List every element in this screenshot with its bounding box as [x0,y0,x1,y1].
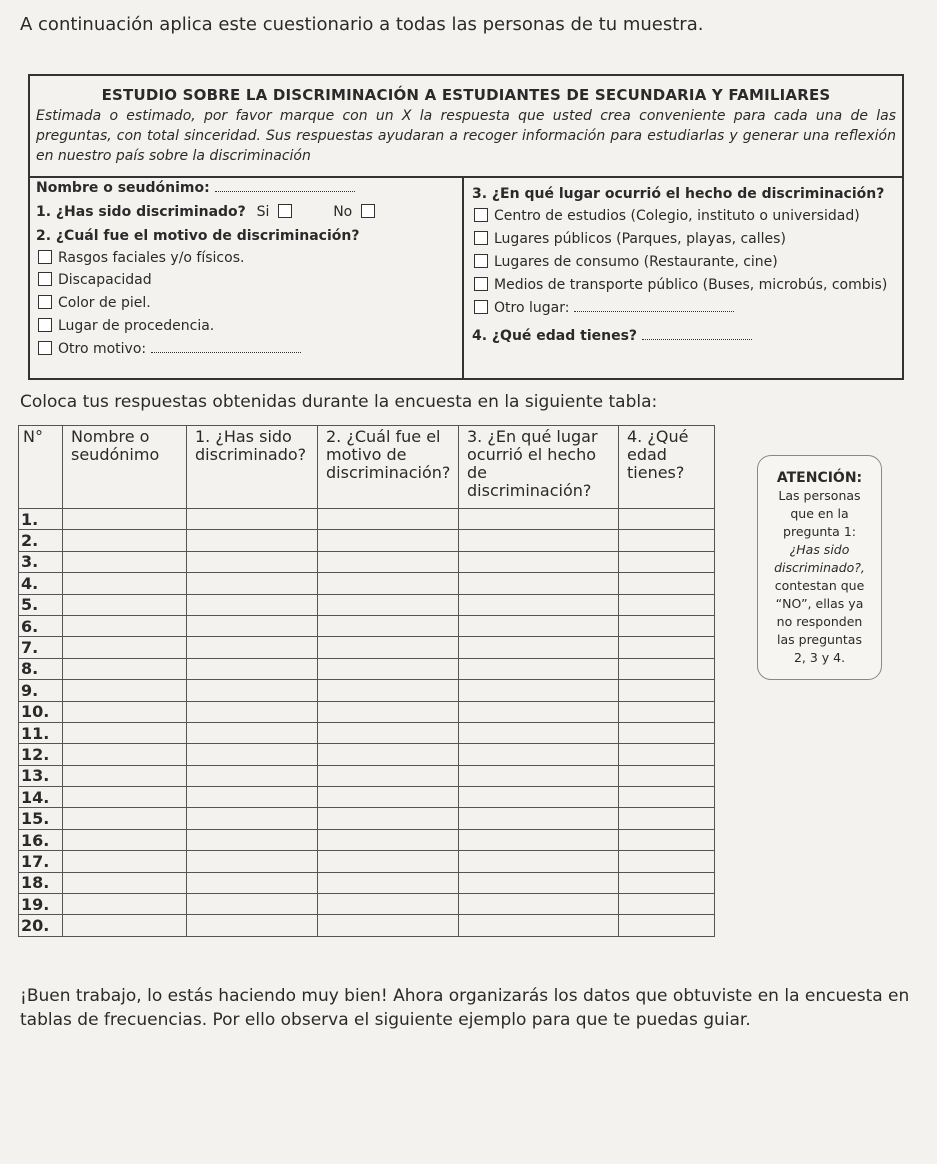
cell-q4[interactable] [619,680,715,701]
cell-q1[interactable] [187,894,318,915]
attention-line: “NO”, ellas ya [775,596,864,611]
cell-q4[interactable] [619,744,715,765]
cell-q4[interactable] [619,872,715,893]
table-intro: Coloca tus respuestas obtenidas durante la encuesta en la siguiente tabla: [20,392,658,412]
q4-row [472,328,752,344]
cell-name[interactable] [63,829,187,850]
q1-label: 1. ¿Has sido discriminado? [36,204,246,220]
cell-q3[interactable] [459,765,619,786]
q2-option [38,341,301,357]
cell-q1[interactable] [187,915,318,936]
q1-yes-checkbox[interactable] [278,204,292,218]
cell-q3[interactable] [459,872,619,893]
cell-q2[interactable] [318,894,459,915]
cell-q2[interactable] [318,509,459,530]
attention-line: contestan que [774,578,865,593]
row-number: 12. [19,744,63,765]
q3-option-label: Centro de estudios (Colegio, instituto o universidad) [494,208,860,224]
cell-q1[interactable] [187,594,318,615]
other-reason-blank[interactable] [151,352,301,353]
table-row [19,615,715,636]
age-blank[interactable] [642,339,752,340]
q2-option [38,272,152,288]
table-row [19,829,715,850]
row-number: 6. [19,615,63,636]
row-number: 16. [19,829,63,850]
cell-q4[interactable] [619,530,715,551]
table-row [19,851,715,872]
cell-q2[interactable] [318,637,459,658]
row-number: 7. [19,637,63,658]
closing-text: ¡Buen trabajo, lo estás haciendo muy bien! Ahora organizarás los datos que obtuviste en la encuesta en tablas de frecuencias. Por ello observa el siguiente ejemplo para que te puedas guiar. [20,986,910,1030]
divider [462,176,464,378]
cell-name[interactable] [63,872,187,893]
q3-option [474,208,860,224]
q2-checkbox[interactable] [38,250,52,264]
col-header-name: Nombre o seudónimo [63,426,187,509]
row-number: 13. [19,765,63,786]
q2-label: 2. ¿Cuál fue el motivo de discriminación? [36,228,360,244]
questionnaire-instructions: Estimada o estimado, por favor marque con un X la respuesta que usted crea conveniente para cada una de las preguntas, con total sinceridad. Sus respuestas ayudaran a recoger información para estudiarlas y generar una reflexión en nuestro país sobre la discriminación [36,108,896,164]
q1-row [36,204,381,220]
cell-q1[interactable] [187,658,318,679]
row-number: 1. [19,509,63,530]
cell-q3[interactable] [459,658,619,679]
q2-option-label: Discapacidad [58,272,152,288]
attention-line: 2, 3 y 4. [793,650,846,665]
table-row [19,722,715,743]
cell-name[interactable] [63,851,187,872]
row-number: 20. [19,915,63,936]
row-number: 14. [19,787,63,808]
cell-q1[interactable] [187,872,318,893]
cell-q3[interactable] [459,509,619,530]
q2-checkbox[interactable] [38,341,52,355]
row-number: 3. [19,551,63,572]
table-row [19,509,715,530]
cell-q2[interactable] [318,787,459,808]
cell-q1[interactable] [187,851,318,872]
attention-title: ATENCIÓN: [776,470,863,486]
attention-line: las preguntas [777,632,862,647]
q3-checkbox[interactable] [474,231,488,245]
cell-q3[interactable] [459,894,619,915]
questionnaire-title: ESTUDIO SOBRE LA DISCRIMINACIÓN A ESTUDIANTES DE SECUNDARIA Y FAMILIARES [101,86,831,104]
cell-q3[interactable] [459,637,619,658]
cell-name[interactable] [63,680,187,701]
q3-option-label: Lugares públicos (Parques, playas, calles) [494,231,786,247]
cell-q4[interactable] [619,551,715,572]
name-label: Nombre o seudónimo: [36,180,210,196]
cell-q4[interactable] [619,808,715,829]
cell-name[interactable] [63,744,187,765]
row-number: 11. [19,722,63,743]
table-row [19,680,715,701]
q2-checkbox[interactable] [38,318,52,332]
cell-name[interactable] [63,658,187,679]
cell-q4[interactable] [619,722,715,743]
cell-q1[interactable] [187,765,318,786]
cell-name[interactable] [63,573,187,594]
q3-option [474,254,778,270]
cell-q3[interactable] [459,808,619,829]
cell-q2[interactable] [318,722,459,743]
row-number: 15. [19,808,63,829]
cell-q4[interactable] [619,851,715,872]
cell-name[interactable] [63,894,187,915]
name-blank[interactable] [215,191,355,192]
cell-q4[interactable] [619,701,715,722]
cell-q3[interactable] [459,787,619,808]
cell-name[interactable] [63,594,187,615]
q3-checkbox[interactable] [474,208,488,222]
attention-line: no responden [776,614,863,629]
cell-q3[interactable] [459,530,619,551]
cell-q1[interactable] [187,551,318,572]
q3-option-label: Otro lugar: [494,300,570,316]
cell-q1[interactable] [187,509,318,530]
q2-option-label: Otro motivo: [58,341,147,357]
cell-q2[interactable] [318,872,459,893]
table-row [19,915,715,936]
cell-q2[interactable] [318,680,459,701]
cell-name[interactable] [63,551,187,572]
row-number: 17. [19,851,63,872]
cell-q3[interactable] [459,744,619,765]
cell-q2[interactable] [318,615,459,636]
q2-option-label: Color de piel. [58,295,151,311]
cell-q3[interactable] [459,701,619,722]
row-number: 18. [19,872,63,893]
cell-q3[interactable] [459,829,619,850]
cell-q2[interactable] [318,765,459,786]
cell-q4[interactable] [619,509,715,530]
cell-q1[interactable] [187,530,318,551]
table-row [19,530,715,551]
col-header-q1: 1. ¿Has sido discriminado? [187,426,318,509]
cell-q4[interactable] [619,658,715,679]
name-field [36,180,355,196]
row-number: 2. [19,530,63,551]
cell-q2[interactable] [318,573,459,594]
row-number: 10. [19,701,63,722]
attention-line: pregunta 1: [783,524,856,539]
cell-q2[interactable] [318,551,459,572]
table-row [19,551,715,572]
cell-name[interactable] [63,530,187,551]
cell-q2[interactable] [318,658,459,679]
cell-q1[interactable] [187,680,318,701]
cell-q4[interactable] [619,765,715,786]
cell-q2[interactable] [318,530,459,551]
intro-text: A continuación aplica este cuestionario a todas las personas de tu muestra. [20,14,704,35]
q2-option-label: Rasgos faciales y/o físicos. [58,250,245,266]
other-place-blank[interactable] [574,311,734,312]
q3-option-label: Medios de transporte público (Buses, microbús, combis) [494,277,888,293]
cell-name[interactable] [63,808,187,829]
answers-table [18,425,715,937]
cell-q3[interactable] [459,851,619,872]
cell-name[interactable] [63,722,187,743]
table-row [19,658,715,679]
q4-label: 4. ¿Qué edad tienes? [472,328,638,344]
cell-q3[interactable] [459,573,619,594]
attention-line: discriminado?, [774,560,865,575]
cell-name[interactable] [63,915,187,936]
row-number: 19. [19,894,63,915]
q2-option [38,295,151,311]
cell-q1[interactable] [187,744,318,765]
table-row [19,744,715,765]
col-header-q2: 2. ¿Cuál fue el motivo de discriminación? [318,426,459,509]
cell-q4[interactable] [619,594,715,615]
table-row [19,573,715,594]
row-number: 4. [19,573,63,594]
cell-q1[interactable] [187,787,318,808]
cell-q2[interactable] [318,915,459,936]
cell-name[interactable] [63,615,187,636]
table-header-row [19,426,715,509]
table-row [19,701,715,722]
table-row [19,872,715,893]
cell-q1[interactable] [187,829,318,850]
cell-q4[interactable] [619,915,715,936]
cell-q1[interactable] [187,808,318,829]
divider [30,176,902,178]
cell-q4[interactable] [619,573,715,594]
cell-name[interactable] [63,637,187,658]
q2-checkbox[interactable] [38,272,52,286]
row-number: 5. [19,594,63,615]
cell-name[interactable] [63,787,187,808]
attention-line: Las personas [778,488,861,503]
col-header-number: N° [19,426,63,509]
q2-checkbox[interactable] [38,295,52,309]
col-header-q3: 3. ¿En qué lugar ocurrió el hecho de discriminación? [459,426,619,509]
cell-q2[interactable] [318,851,459,872]
q3-label: 3. ¿En qué lugar ocurrió el hecho de discriminación? [472,186,885,202]
attention-line: ¿Has sido [789,542,850,557]
q2-option [38,318,214,334]
cell-q3[interactable] [459,680,619,701]
cell-q1[interactable] [187,701,318,722]
q2-option [38,250,244,266]
cell-q1[interactable] [187,615,318,636]
table-row [19,637,715,658]
q3-option [474,300,734,316]
cell-q2[interactable] [318,594,459,615]
q2-option-label: Lugar de procedencia. [58,318,215,334]
q1-no-checkbox[interactable] [361,204,375,218]
q3-option-label: Lugares de consumo (Restaurante, cine) [494,254,778,270]
cell-q4[interactable] [619,829,715,850]
cell-q3[interactable] [459,551,619,572]
cell-q2[interactable] [318,829,459,850]
questionnaire-box [28,74,904,380]
table-row [19,894,715,915]
cell-q4[interactable] [619,637,715,658]
cell-name[interactable] [63,701,187,722]
cell-q1[interactable] [187,722,318,743]
attention-line: que en la [790,506,849,521]
cell-q4[interactable] [619,787,715,808]
cell-q3[interactable] [459,722,619,743]
cell-q3[interactable] [459,615,619,636]
q3-option [474,277,887,293]
cell-q4[interactable] [619,615,715,636]
q3-checkbox[interactable] [474,300,488,314]
table-row [19,808,715,829]
table-row [19,594,715,615]
cell-q3[interactable] [459,915,619,936]
cell-q1[interactable] [187,573,318,594]
table-row [19,787,715,808]
cell-q2[interactable] [318,744,459,765]
table-row [19,765,715,786]
cell-q2[interactable] [318,808,459,829]
cell-name[interactable] [63,765,187,786]
row-number: 9. [19,680,63,701]
cell-name[interactable] [63,509,187,530]
q1-yes-label: Si [256,204,270,220]
row-number: 8. [19,658,63,679]
q3-option [474,231,786,247]
q1-no-label: No [333,204,353,220]
q3-checkbox[interactable] [474,254,488,268]
q3-checkbox[interactable] [474,277,488,291]
cell-q1[interactable] [187,637,318,658]
cell-q4[interactable] [619,894,715,915]
attention-box [757,455,882,680]
cell-q2[interactable] [318,701,459,722]
col-header-q4: 4. ¿Qué edad tienes? [619,426,715,509]
cell-q3[interactable] [459,594,619,615]
